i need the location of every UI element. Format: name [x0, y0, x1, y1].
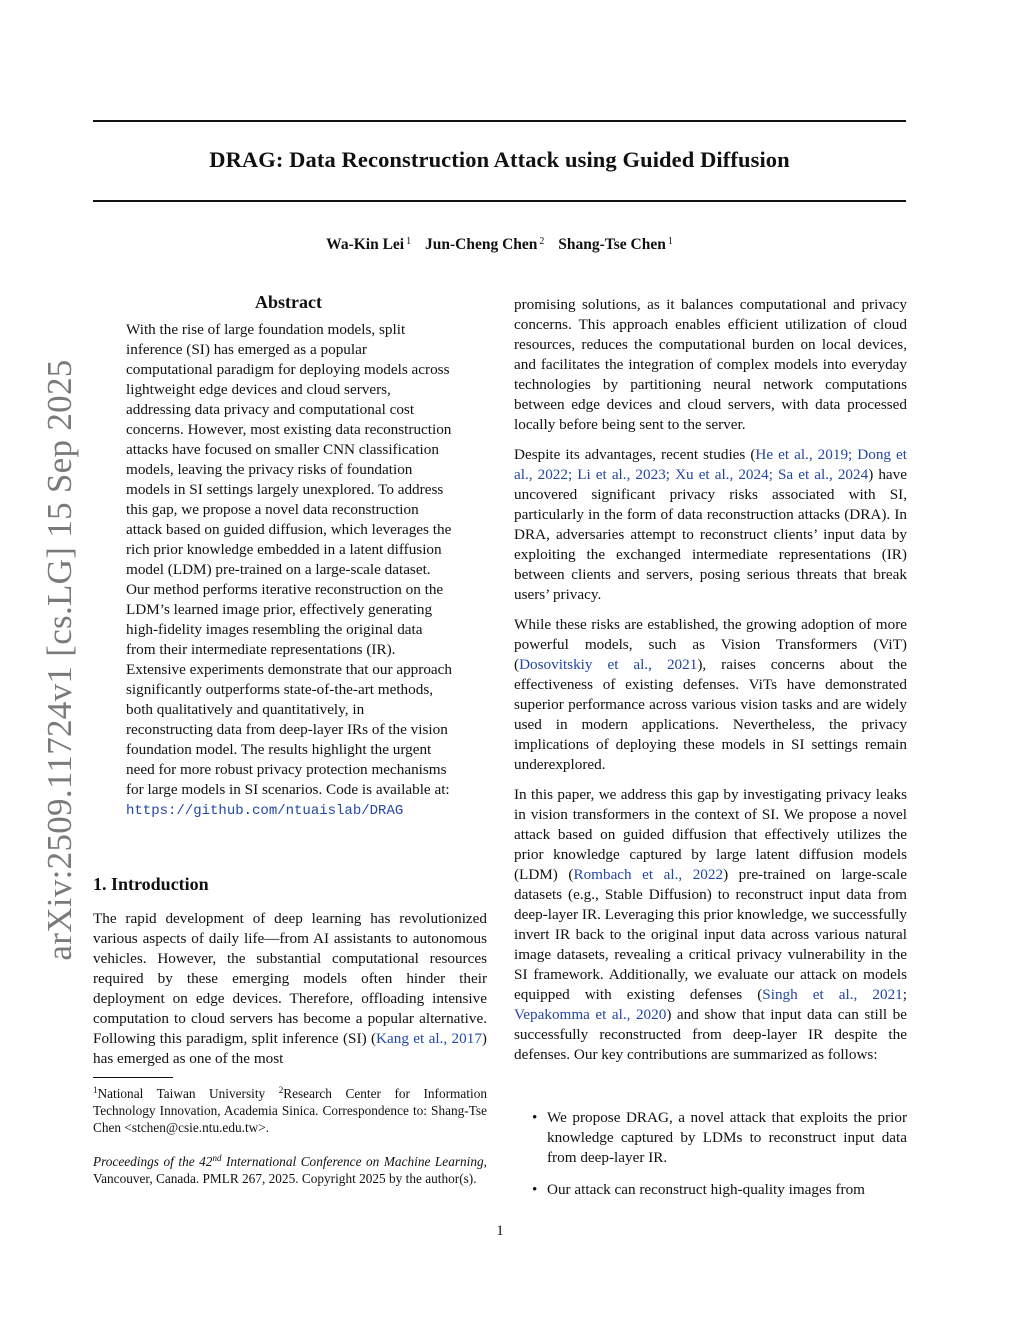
intro-paragraph-5 — [514, 785, 907, 1065]
title-rule-bottom — [93, 200, 906, 202]
abstract-heading: Abstract — [255, 292, 322, 312]
proceedings-ordinal: nd — [212, 1153, 222, 1163]
footnote-text: National Taiwan University — [97, 1086, 279, 1101]
paragraph-text: Despite its advantages, recent studies ( — [514, 446, 756, 463]
author-name: Wa-Kin Lei — [326, 236, 405, 253]
citation-link[interactable]: Rombach et al., 2022 — [573, 866, 724, 883]
author-1 — [326, 236, 411, 253]
list-item-text: We propose DRAG, a novel attack that exploits the prior knowledge captured by LDMs to reconstruct input data from deep-layer IR. — [547, 1109, 907, 1166]
paragraph-text: While these risks are established, the growing adoption of more powerful models, such as Vision Transformers (ViT) ( — [514, 616, 907, 673]
arxiv-identifier: arXiv:2509.11724v1 [cs.LG] 15 Sep 2025 — [40, 359, 79, 961]
paragraph-text: ), raises concerns about the effectiveness of existing defenses. ViTs have demonstrated superior performance across various vision tasks and are widely used in modern applications. Nevertheless, the privacy implications of deploying these models in SI settings remain underexplored. — [514, 656, 908, 773]
proceedings-text: , Vancouver, Canada. PMLR 267, 2025. Copyright 2025 by the author(s). — [93, 1154, 487, 1186]
author-affiliation-mark: 1 — [406, 236, 412, 247]
footnote-rule — [93, 1077, 173, 1078]
author-name: Jun-Cheng Chen — [425, 236, 538, 253]
paragraph-text: ) and show that input data can still be successfully reconstructed from deep-layer IR despite the defenses. Our key contributions are summarized as follows: — [514, 1006, 907, 1063]
bullet-icon: • — [532, 1181, 538, 1198]
author-list — [93, 236, 906, 254]
paragraph-text: The rapid development of deep learning has revolutionized various aspects of daily life—from AI assistants to autonomous vehicles. However, the substantial computational resources required by these emerging models often hinder their deployment on edge devices. Therefore, offloading intensive computation to cloud servers has become a popular alternative. Following this paradigm, split inference (SI) ( — [93, 910, 487, 1047]
author-2 — [425, 236, 544, 253]
affiliation-footnote — [93, 1082, 487, 1136]
footnote-mark: 1 — [93, 1085, 98, 1095]
paragraph-text: ) pre-trained on large-scale datasets (e.g., Stable Diffusion) to reconstruct input data from deep-layer IR. Leveraging this prior knowledge, we successfully invert IR back to the original input data across various natural image datasets, revealing a critical privacy vulnerability in the SI framework. Additionally, we evaluate our attack on models equipped with existing defenses ( — [514, 866, 907, 1003]
abstract-text: With the rise of large foundation models, split inference (SI) has emerged as a popular computational paradigm for deploying models across lightweight edge devices and cloud servers, addressing data privacy and computational cost concerns. However, most existing data reconstruction attacks have focused on smaller CNN classification models, leaving the privacy risks of foundation models in SI settings largely unexplored. To address this gap, we propose a novel data reconstruction attack based on guided diffusion, which leverages the rich prior knowledge embedded in a latent diffusion model (LDM) pre-trained on a large-scale dataset. Our method performs iterative reconstruction on the LDM’s learned image prior, effectively generating high-fidelity images resembling the original data from their intermediate representations (IR). Extensive experiments demonstrate that our approach significantly outperforms state-of-the-art methods, both qualitatively and quantitatively, in reconstructing data from deep-layer IRs of the vision foundation model. The results highlight the urgent need for more robust privacy protection mechanisms for large models in SI scenarios. Code is available at: — [126, 321, 452, 798]
paragraph-text: ) have uncovered significant privacy risks associated with SI, particularly in the form of data reconstruction attacks (DRA). In DRA, adversaries attempt to reconstruct clients’ input data by exploiting the exchanged intermediate representations (IR) between clients and servers, posing serious threats that break users’ privacy. — [514, 466, 907, 603]
author-affiliation-mark: 1 — [667, 236, 673, 247]
paper-title: DRAG: Data Reconstruction Attack using Guided Diffusion — [209, 147, 790, 172]
citation-link[interactable]: Dosovitskiy et al., 2021 — [519, 656, 698, 673]
intro-paragraph-1 — [93, 909, 487, 1069]
intro-paragraph-3 — [514, 445, 907, 605]
author-name: Shang-Tse Chen — [558, 236, 666, 253]
proceedings-note — [93, 1150, 487, 1187]
page-number: 1 — [496, 1223, 504, 1239]
citation-separator: ; — [902, 986, 908, 1003]
list-item-text: Our attack can reconstruct high-quality images from — [547, 1181, 865, 1198]
author-affiliation-mark: 2 — [539, 236, 545, 247]
footnote-text: Research Center for Information Technology Innovation, Academia Sinica. Correspondence to: Shang-Tse Chen <stchen@csie.ntu.edu.tw>. — [93, 1086, 487, 1135]
list-item — [530, 1180, 907, 1200]
citation-link[interactable]: Kang et al., 2017 — [376, 1030, 482, 1047]
title-rule-top — [93, 120, 906, 122]
intro-paragraph-2: promising solutions, as it balances computational and privacy concerns. This approach enables efficient utilization of cloud resources, reduces the computational burden on local devices, and facilitates the integration of complex models into everyday technologies by partitioning neural network computations between edge devices and cloud servers, with data processed locally before being sent to the server. — [514, 296, 907, 433]
proceedings-conference: International Conference on Machine Learning — [221, 1154, 484, 1169]
citation-link[interactable]: Vepakomma et al., 2020 — [514, 1006, 667, 1023]
citation-link[interactable]: He et al., 2019; Dong et al., 2022; Li et al., 2023; Xu et al., 2024; Sa et al., 2024 — [514, 446, 907, 483]
section-heading-introduction: 1. Introduction — [93, 874, 209, 894]
paragraph-text: In this paper, we address this gap by investigating privacy leaks in vision transformers in the context of SI. We propose a novel attack based on guided diffusion that effectively utilizes the prior knowledge captured by large latent diffusion models (LDM) ( — [514, 786, 907, 883]
bullet-icon: • — [532, 1109, 538, 1126]
paragraph-text: ) has emerged as one of the most — [93, 1030, 487, 1067]
author-3 — [558, 236, 673, 253]
proceedings-number: 42 — [199, 1154, 213, 1169]
contribution-list — [530, 1108, 907, 1200]
citation-link[interactable]: Singh et al., 2021 — [762, 986, 903, 1003]
code-link[interactable]: https://github.com/ntuaislab/DRAG — [126, 803, 404, 819]
list-item — [530, 1108, 907, 1168]
intro-paragraph-4 — [514, 615, 907, 775]
abstract-body — [126, 320, 454, 821]
footnote-mark: 2 — [278, 1085, 284, 1095]
proceedings-text: Proceedings of the — [93, 1154, 200, 1169]
